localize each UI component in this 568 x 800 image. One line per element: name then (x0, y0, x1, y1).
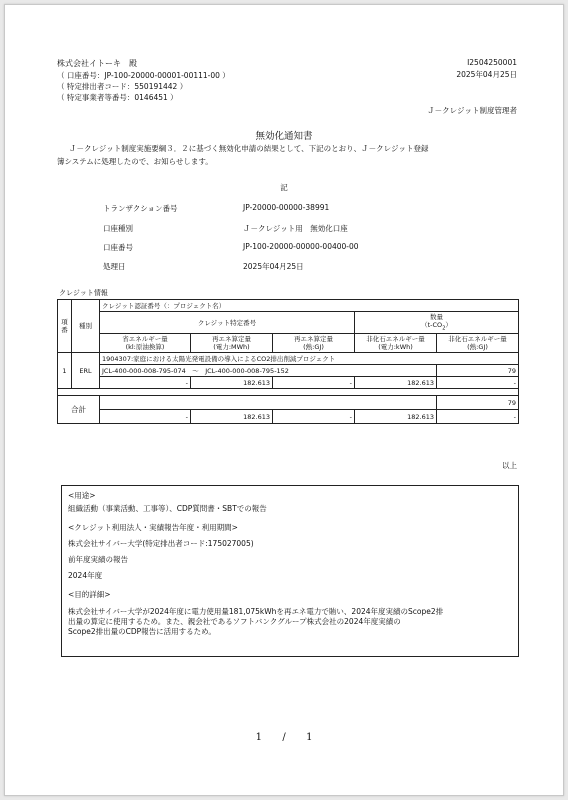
page-total: 1 (306, 732, 313, 743)
total-label: 合計 (58, 396, 100, 424)
total-nonfossil-power: 182.613 (355, 410, 437, 424)
row-serial-range: JCL-400-000-008-795-074 ～ JCL-400-000-008-795-152 (100, 365, 437, 377)
page-separator: / (282, 732, 286, 743)
intro-line-1: Ｊ－クレジット制度実施要綱３．２に基づく無効化申請の結果として、下記のとおり、Ｊ－クレジット登録 (69, 144, 429, 153)
info-label-account-number: 口座番号 (103, 243, 133, 252)
addressee: 株式会社イトーキ 殿 (57, 59, 137, 68)
quantity-label: 数量 (430, 313, 443, 321)
user-label: <クレジット利用法人・実績報告年度・利用期間> (68, 523, 238, 532)
credit-table (57, 299, 519, 424)
table-row (58, 365, 519, 377)
table-row (58, 377, 519, 389)
business-code: （ 特定事業者等番号：0146451 ） (57, 93, 178, 102)
detail-line-3: Scope2排出量のCDP報告に活用するため。 (68, 627, 216, 636)
col-renewable-power: 再エネ算定量 (電力:MWh) (191, 334, 273, 353)
period-report: 前年度実績の報告 (68, 555, 128, 564)
page-number (5, 732, 563, 743)
table-total-row (58, 410, 519, 424)
info-label-transaction: トランザクション番号 (103, 204, 178, 213)
total-nonfossil-heat: - (437, 410, 519, 424)
info-value-account-number: JP-100-20000-00000-00400-00 (243, 242, 359, 251)
detail-label: <目的詳細> (68, 590, 111, 599)
row-project: 1904307:家庭における太陽光発電設備の導入によるCO2排出削減プロジェクト (100, 353, 519, 365)
ki-mark: 記 (280, 183, 288, 192)
total-quantity: 79 (437, 396, 519, 410)
use-text: 組織活動（事業活動、工事等）、CDP質問書・SBTでの報告 (68, 504, 267, 513)
col-nonfossil-power: 非化石エネルギー量 (電力:kWh) (355, 334, 437, 353)
total-blank (100, 396, 437, 410)
col-energy-saving: 省エネルギー量 (kl:原油換算) (100, 334, 191, 353)
row-type: ERL (72, 353, 100, 389)
total-energy-saving: - (100, 410, 191, 424)
intro-line-2: 簿システムに処理したので、お知らせします。 (57, 157, 213, 166)
row-renewable-heat: - (273, 377, 355, 389)
account-number: （ 口座番号：JP-100-20000-00001-00111-00 ） (57, 71, 230, 80)
table-row (58, 353, 519, 365)
col-nonfossil-heat: 非化石エネルギー量 (熱:GJ) (437, 334, 519, 353)
user-name: 株式会社サイバー大学(特定排出者コード:175027005) (68, 539, 254, 548)
info-label-account-type: 口座種別 (103, 224, 133, 233)
issue-date: 2025年04月25日 (456, 70, 517, 79)
detail-line-2: 出量の算定に使用するため。また、親会社であるソフトバンクグループ株式会社の2024年度実績の (68, 617, 401, 626)
page-current: 1 (255, 732, 262, 743)
row-item-no: 1 (58, 353, 72, 389)
info-value-transaction: JP-20000-00000-38991 (243, 203, 330, 212)
header-item-no: 項番 (58, 300, 72, 353)
use-label: <用途> (68, 491, 96, 500)
info-value-account-type: Ｊ－クレジット用 無効化口座 (243, 224, 348, 233)
document-number: I2504250001 (467, 58, 517, 67)
emitter-code: （ 特定排出者コード：550191442 ） (57, 82, 188, 91)
row-renewable-power: 182.613 (191, 377, 273, 389)
info-value-process-date: 2025年04月25日 (243, 262, 304, 271)
header-quantity (355, 312, 519, 334)
document-title: 無効化通知書 (255, 131, 313, 142)
issuer: Ｊ－クレジット制度管理者 (427, 106, 517, 115)
table-spacer (58, 389, 519, 396)
quantity-unit: $(t-CO_2)$ (421, 321, 452, 332)
info-label-process-date: 処理日 (103, 262, 126, 271)
header-serial: クレジット特定番号 (100, 312, 355, 334)
row-nonfossil-heat: - (437, 377, 519, 389)
period-year: 2024年度 (68, 571, 103, 580)
table-total-row (58, 396, 519, 410)
header-type: 種別 (72, 300, 100, 353)
credit-section-label: クレジット情報 (59, 289, 108, 297)
header-cert-number: クレジット認証番号（：プロジェクト名） (100, 300, 519, 312)
end-mark: 以上 (502, 461, 517, 470)
total-renewable-power: 182.613 (191, 410, 273, 424)
row-nonfossil-power: 182.613 (355, 377, 437, 389)
detail-line-1: 株式会社サイバー大学が2024年度に電力使用量181,075kWhを再エネ電力で賄い、2024年度実績のScope2排 (68, 607, 444, 616)
row-energy-saving: - (100, 377, 191, 389)
total-renewable-heat: - (273, 410, 355, 424)
document-page (4, 4, 564, 796)
row-quantity: 79 (437, 365, 519, 377)
purpose-box (61, 485, 519, 657)
col-renewable-heat: 再エネ算定量 (熱:GJ) (273, 334, 355, 353)
